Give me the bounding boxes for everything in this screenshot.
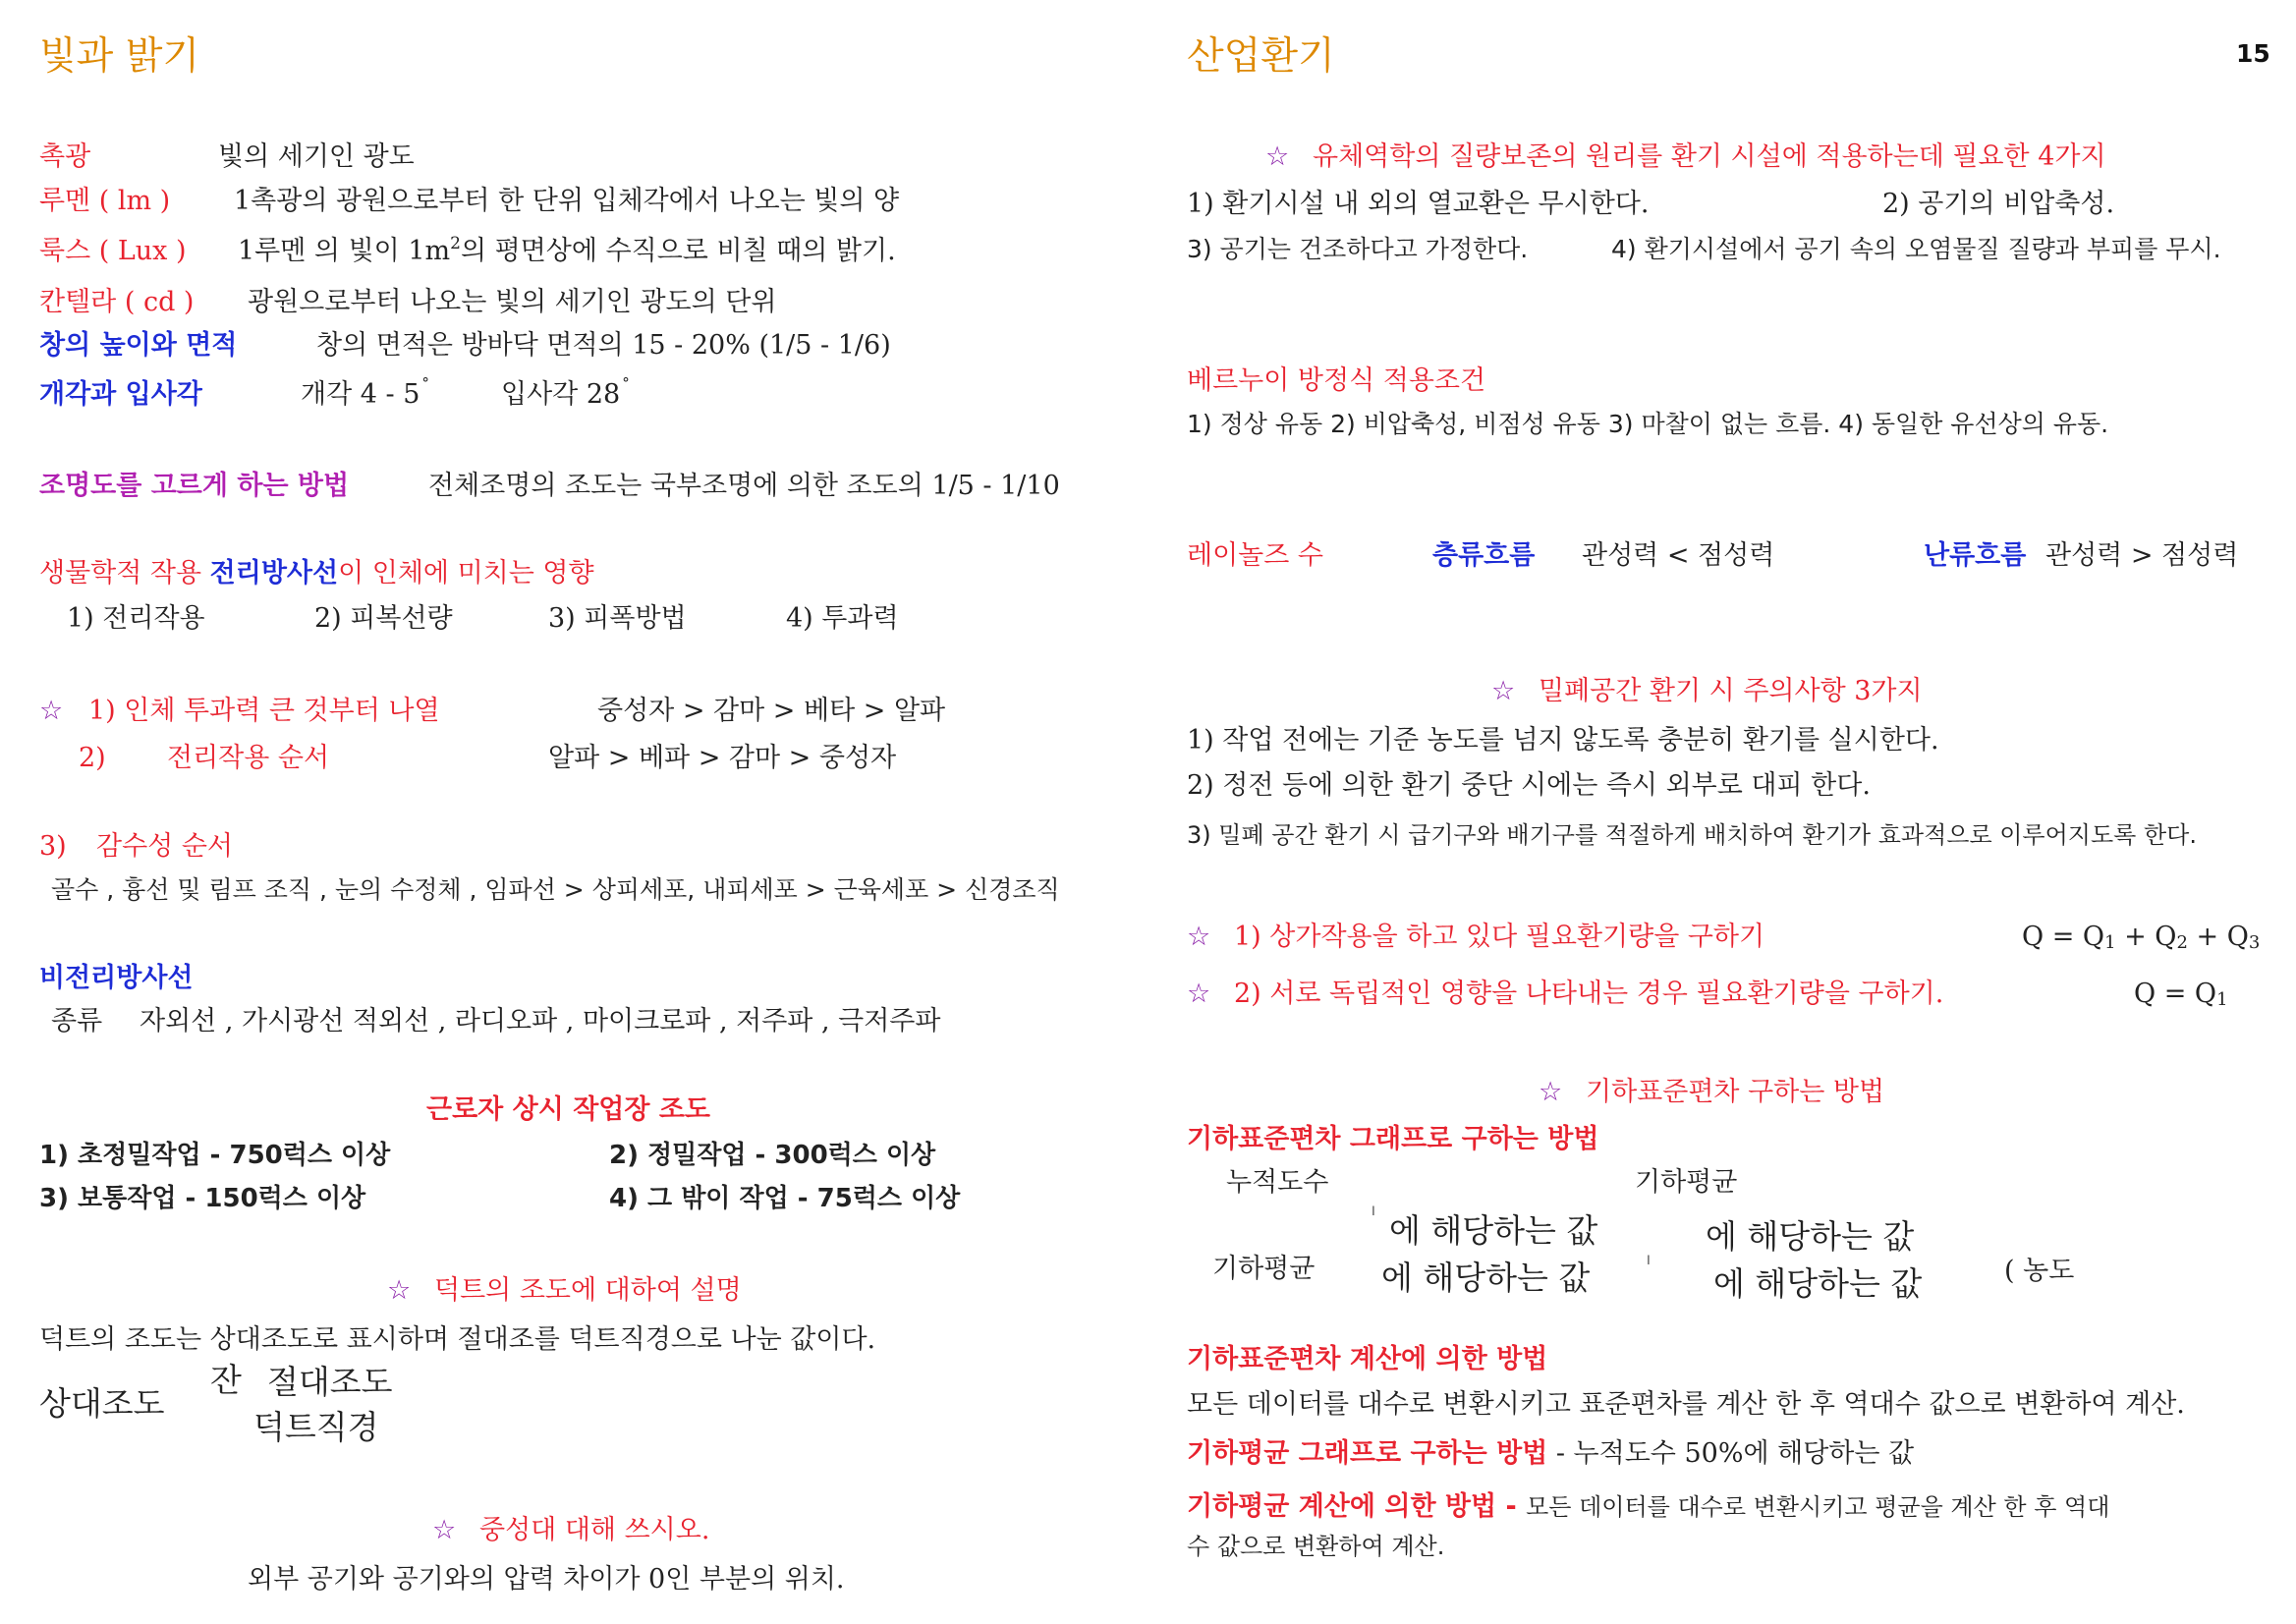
f1-plus1: + Q (2115, 922, 2177, 952)
angle-incident-degree: ° (622, 374, 630, 392)
worksite-row2-col1: 3) 보통작업 - 150럭스 이상 (39, 1184, 366, 1213)
term-candela-unit: 촉광 (39, 141, 91, 172)
airflow-q1: 1) 상가작용을 하고 있다 필요환기량을 구하기 (1234, 922, 1765, 952)
geo-frac-b-numerator: 에 해당하는 값 (1706, 1217, 1915, 1256)
term-angle: 개각과 입사각 (39, 379, 202, 410)
def-angle-incident (501, 374, 630, 413)
duct-formula-lhs: 상대조도 (39, 1384, 165, 1423)
bio-item-1: 1) 전리작용 (67, 603, 205, 634)
def-candela: 광원으로부터 나오는 빛의 세기인 광도의 단위 (248, 287, 777, 317)
mass-item-4: 4) 환기시설에서 공기 속의 오염물질 질량과 부피를 무시. (1611, 235, 2221, 263)
worksite-row1-col2: 2) 정밀작업 - 300럭스 이상 (609, 1141, 936, 1170)
f2-q: Q = Q (2134, 979, 2217, 1009)
airflow-formula-2 (2134, 977, 2228, 1012)
bernoulli-title: 베르누이 방정식 적용조건 (1187, 365, 1486, 396)
def-lux-pre: 1루멘 의 빛이 1m (238, 236, 451, 266)
worksite-row1-col1: 1) 초정밀작업 - 750럭스 이상 (39, 1141, 391, 1170)
reynolds-laminar-relation: 관성력 < 점성력 (1582, 540, 1775, 571)
order-q3-number: 3) (39, 831, 67, 862)
geo-mean-calc-desc-2: 수 값으로 변환하여 계산. (1187, 1533, 1445, 1560)
geo-mean-calc-title: 기하평균 계산에 의한 방법 (1187, 1491, 1497, 1522)
star-icon: ☆ (39, 696, 64, 726)
term-window: 창의 높이와 면적 (39, 330, 238, 361)
def-lux-post: 의 평면상에 수직으로 비칠 때의 밝기. (460, 236, 896, 266)
nonion-kinds: 자외선 , 가시광선 적외선 , 라디오파 , 마이크로파 , 저주파 , 극저주파 (140, 1006, 941, 1036)
airflow-formula-1 (2022, 920, 2260, 955)
geo-mean-calc-desc-1: 모든 데이터를 대수로 변환시키고 평균을 계산 한 후 역대 (1526, 1493, 2110, 1521)
bio-heading-b: 전리방사선 (209, 558, 339, 588)
geo-mean-graph-title: 기하평균 그래프로 구하는 방법 (1187, 1438, 1548, 1469)
mass-title: 유체역학의 질량보존의 원리를 환기 시설에 적용하는데 필요한 4가지 (1313, 141, 2106, 172)
def-lux-sup: 2 (450, 234, 461, 253)
def-candela-unit: 빛의 세기인 광도 (218, 141, 415, 172)
star-icon: ☆ (1187, 922, 1211, 952)
bio-heading-c: 이 인체에 미치는 영향 (338, 558, 594, 588)
term-lumen: 루멘 ( lm ) (39, 186, 171, 216)
reynolds-laminar: 층류흐름 (1432, 540, 1536, 571)
order-q2: 전리작용 순서 (167, 743, 330, 773)
f1-sub1: 1 (2104, 932, 2116, 953)
mass-item-1: 1) 환기시설 내 외의 열교환은 무시한다. (1187, 189, 1650, 219)
confined-title: 밀폐공간 환기 시 주의사항 3가지 (1539, 676, 1923, 706)
geo-graph-title: 기하표준편차 그래프로 구하는 방법 (1187, 1124, 1599, 1154)
angle-open-text: 개각 4 - 5 (301, 379, 420, 410)
reynolds-turbulent-relation: 관성력 > 점성력 (2045, 540, 2239, 571)
term-lux: 룩스 ( Lux ) (39, 236, 187, 266)
confined-item-1: 1) 작업 전에는 기준 농도를 넘지 않도록 충분히 환기를 실시한다. (1187, 725, 1939, 756)
nonion-kinds-label: 종류 (51, 1006, 103, 1036)
f1-q: Q = Q (2022, 922, 2105, 952)
star-icon: ☆ (1539, 1077, 1563, 1107)
star-icon: ☆ (432, 1515, 457, 1545)
bio-heading (39, 556, 594, 591)
bio-heading-a: 생물학적 작용 (39, 558, 202, 588)
duct-title: 덕트의 조도에 대하여 설명 (434, 1275, 742, 1306)
geo-concentration: ( 농도 (2004, 1256, 2075, 1286)
geo-mean-calc (1187, 1489, 2109, 1525)
geo-mean-graph (1187, 1436, 1914, 1472)
order-a2: 알파 > 베파 > 감마 > 중성자 (548, 743, 897, 773)
geo-mean-calc-dash: - (1496, 1491, 1527, 1522)
f1-plus2: + Q (2187, 922, 2249, 952)
bio-item-4: 4) 투과력 (786, 603, 899, 634)
term-uniform-illumination: 조명도를 고르게 하는 방법 (39, 471, 350, 501)
order-a3: 골수 , 흉선 및 림프 조직 , 눈의 수정체 , 임파선 > 상피세포, 내피세포 > 근육세포 > 신경조직 (51, 875, 1060, 904)
geo-mean-graph-desc: - 누적도수 50%에 해당하는 값 (1547, 1438, 1915, 1469)
page-number: 15 (2236, 39, 2270, 68)
f2-sub1: 1 (2216, 989, 2228, 1010)
order-q3: 감수성 순서 (96, 831, 233, 862)
right-page-title: 산업환기 (1187, 34, 1335, 79)
def-uniform-illumination: 전체조명의 조도는 국부조명에 의한 조도의 1/5 - 1/10 (428, 471, 1060, 501)
geo-title: 기하표준편차 구하는 방법 (1586, 1077, 1885, 1107)
duct-desc: 덕트의 조도는 상대조도로 표시하며 절대조를 덕트직경으로 나눈 값이다. (39, 1324, 876, 1355)
def-angle-open (301, 374, 429, 413)
reynolds-title: 레이놀즈 수 (1187, 540, 1323, 571)
term-candela: 칸텔라 ( cd ) (39, 287, 195, 317)
star-icon: ☆ (387, 1275, 412, 1306)
order-q1: 1) 인체 투과력 큰 것부터 나열 (88, 696, 440, 726)
airflow-q2: 2) 서로 독립적인 영향을 나타내는 경우 필요환기량을 구하기. (1234, 979, 1944, 1009)
angle-open-degree: ° (421, 374, 429, 392)
bernoulli-items: 1) 정상 유동 2) 비압축성, 비점성 유동 3) 마찰이 없는 흐름. 4) 동일한 유선상의 유동. (1187, 410, 2109, 438)
def-lux (238, 234, 896, 269)
geo-frac-b-denominator: 에 해당하는 값 (1713, 1264, 1923, 1303)
def-window: 창의 면적은 방바닥 면적의 15 - 20% (1/5 - 1/6) (316, 330, 891, 361)
worksite-title: 근로자 상시 작업장 조도 (426, 1094, 711, 1125)
neutral-title: 중성대 대해 쓰시오. (479, 1515, 710, 1545)
left-page-title: 빛과 밝기 (39, 34, 200, 79)
geo-tick-1: ǀ (1372, 1204, 1375, 1219)
star-icon: ☆ (1491, 676, 1516, 706)
star-icon: ☆ (1265, 141, 1290, 172)
geo-cumulative: 누적도수 (1226, 1167, 1329, 1198)
reynolds-turbulent: 난류흐름 (1924, 540, 2027, 571)
order-q2-number: 2) (79, 743, 106, 773)
neutral-desc: 외부 공기와 공기와의 압력 차이가 0인 부분의 위치. (248, 1564, 845, 1595)
bio-item-2: 2) 피복선량 (314, 603, 453, 634)
confined-item-3: 3) 밀폐 공간 환기 시 급기구와 배기구를 적절하게 배치하여 환기가 효과적으로 이루어지도록 한다. (1187, 821, 2197, 849)
order-a1: 중성자 > 감마 > 베타 > 알파 (597, 696, 946, 726)
mass-item-3: 3) 공기는 건조하다고 가정한다. (1187, 235, 1529, 263)
angle-incident-text: 입사각 28 (501, 379, 621, 410)
geo-frac-a-numerator: 에 해당하는 값 (1389, 1211, 1598, 1250)
f1-sub3: 3 (2248, 932, 2261, 953)
nonion-title: 비전리방사선 (39, 963, 194, 993)
f1-sub2: 2 (2176, 932, 2188, 953)
mass-item-2: 2) 공기의 비압축성. (1882, 189, 2115, 219)
star-icon: ☆ (1187, 979, 1211, 1009)
confined-item-2: 2) 정전 등에 의한 환기 중단 시에는 즉시 외부로 대피 한다. (1187, 770, 1871, 801)
geo-gmean-left: 기하평균 (1212, 1254, 1316, 1284)
duct-formula-denominator: 덕트직경 (253, 1408, 379, 1446)
bio-item-3: 3) 피폭방법 (548, 603, 687, 634)
geo-calc-desc: 모든 데이터를 대수로 변환시키고 표준편차를 계산 한 후 역대수 값으로 변환하여 계산. (1187, 1389, 2185, 1420)
duct-formula-numerator: 절대조도 (267, 1363, 393, 1401)
duct-formula-eq: 잔 (210, 1361, 242, 1399)
geo-gmean-top: 기하평균 (1635, 1167, 1738, 1198)
worksite-row2-col2: 4) 그 밖이 작업 - 75럭스 이상 (609, 1184, 961, 1213)
def-lumen: 1촉광의 광원으로부터 한 단위 입체각에서 나오는 빛의 양 (234, 186, 900, 216)
geo-tick-2: ǀ (1647, 1254, 1651, 1268)
geo-frac-a-denominator: 에 해당하는 값 (1381, 1259, 1591, 1297)
geo-calc-title: 기하표준편차 계산에 의한 방법 (1187, 1344, 1548, 1374)
